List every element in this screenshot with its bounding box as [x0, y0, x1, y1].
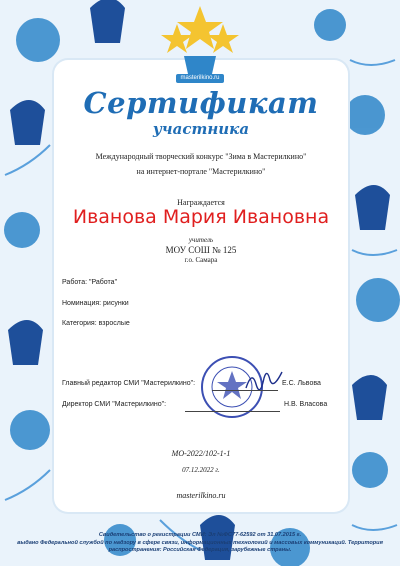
- contest-line-1: Международный творческий конкурс "Зима в Мастерилкино": [95, 152, 307, 161]
- document-date: 07.12.2022 г.: [182, 466, 220, 474]
- signature-line: [212, 390, 278, 391]
- nomination-field: Номинация: рисунки: [62, 300, 129, 307]
- director-label: Директор СМИ "Мастерилкино":: [62, 401, 167, 408]
- logo-caption: masterilkino.ru: [176, 74, 224, 83]
- category-field: Категория: взрослые: [62, 320, 130, 327]
- chief-editor-name: Е.С. Львова: [282, 380, 321, 387]
- certificate-title: Сертификат: [83, 86, 319, 120]
- chief-editor-label: Главный редактор СМИ "Мастерилкино":: [62, 380, 196, 387]
- recipient-city: г.о. Самара: [184, 256, 218, 264]
- contest-line-2: на интернет-портале "Мастерилкино": [136, 167, 266, 176]
- footer-line-2: выдано Федеральной службой по надзору в сфере связи, информационных технологий и массовых коммуникаций. Территория: [17, 539, 383, 546]
- work-field: Работа: "Работа": [62, 279, 118, 286]
- recipient-role: учитель: [188, 236, 214, 244]
- document-number: МО-2022/102-1-1: [171, 449, 231, 458]
- awarded-label: Награждается: [177, 198, 225, 207]
- director-name: Н.В. Власова: [284, 401, 328, 408]
- stars-logo-icon: [160, 6, 240, 82]
- footer-line-1: Свидетельство о регистрации СМИ: Эл №ФС77-62592 от 31.07.2015 г.: [98, 532, 302, 538]
- recipient-school: МОУ СОШ № 125: [165, 245, 237, 255]
- certificate-subtitle: участника: [152, 120, 250, 138]
- handwritten-signature: [244, 366, 284, 396]
- footer-line-3: распространения: Российская Федерация, зарубежные страны.: [108, 547, 292, 553]
- website-link[interactable]: masterilkino.ru: [176, 491, 226, 500]
- recipient-name: Иванова Мария Ивановна: [72, 206, 330, 228]
- signature-line: [185, 411, 280, 412]
- registration-footer: [0, 532, 400, 555]
